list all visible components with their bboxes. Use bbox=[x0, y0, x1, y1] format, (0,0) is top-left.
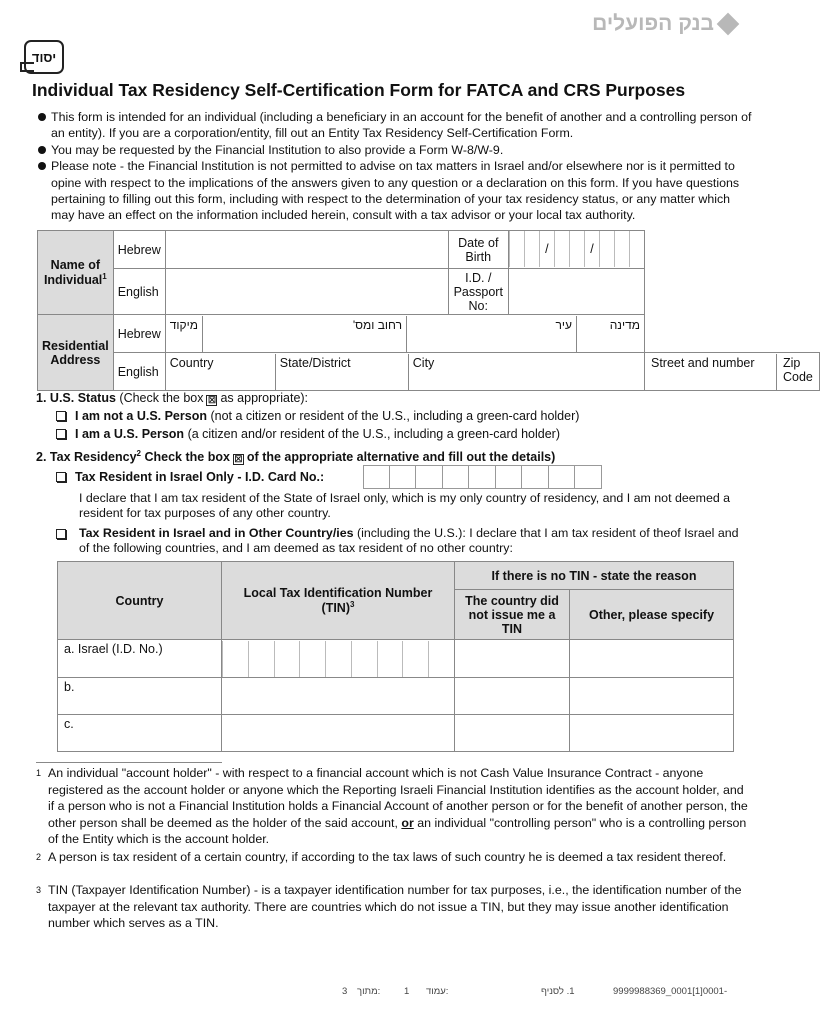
section1-heading: 1. U.S. Status (Check the box ☒ as appropriate): bbox=[36, 391, 309, 405]
tax-israel-only-option[interactable]: Tax Resident in Israel Only - I.D. Card No.: bbox=[56, 470, 324, 484]
bank-logo bbox=[592, 12, 736, 36]
street-zip-input[interactable] bbox=[644, 353, 819, 391]
col-other: Other, please specify bbox=[570, 590, 734, 640]
x-box-icon: ☒ bbox=[234, 454, 243, 465]
intro-item: You may be requested by the Financial Institution to also provide a Form W-8/W-9. bbox=[36, 142, 752, 158]
address-hebrew-input[interactable] bbox=[165, 315, 644, 353]
english-label: English bbox=[113, 269, 165, 315]
section2-heading: 2. Tax Residency$^2$ Check the box ☒ of the appropriate alternative and fill out the details) bbox=[36, 449, 556, 465]
intro-item: This form is intended for an individual (including a beneficiary in an account for the benefit of another and a controlling person of an entity). If you are a corporation/entity, fill out an Entity Tax Residency Self-Certification Form. bbox=[36, 109, 752, 142]
tin-table bbox=[57, 561, 734, 752]
tin-input[interactable] bbox=[222, 678, 455, 715]
intro-item: Please note - the Financial Institution is not permitted to advise on tax matters in Israel and/or elsewhere nor is it permitted to opine with respect to the implications of the answers given to any question or a declaration on this form. If you have questions pertaining to filling out this form, including with respect to the determination of your tax residency status, or any matter which may have an effect on the information included herein, consult with a tax advisor or your local tax authority. bbox=[36, 158, 752, 224]
intro-list bbox=[36, 109, 752, 224]
heb-zip: מיקוד bbox=[169, 317, 198, 332]
row-label: c. bbox=[58, 715, 222, 752]
id-card-boxes[interactable] bbox=[363, 465, 602, 489]
id-passport-input[interactable] bbox=[508, 269, 644, 315]
bank-name: בנק הפועלים bbox=[592, 12, 714, 35]
footer-of-value: 3 bbox=[342, 986, 348, 997]
address-english-input[interactable] bbox=[165, 353, 644, 391]
x-box-icon: ☒ bbox=[207, 395, 217, 405]
row-label: a. Israel (I.D. No.) bbox=[58, 640, 222, 678]
english-label: English bbox=[113, 353, 165, 391]
other-input[interactable] bbox=[570, 678, 734, 715]
footnote-1: 1 An individual "account holder" - with respect to a financial account which is not Cash Value Insurance Contract - anyone registered as the account holder or anyone which the Reporting Israeli Financial Institution identifies as the account holder, and if a person who is not a Financial Institution holds a Financial Account of another person or for the benefit of another person, the other person shall be deemed as the holder of the said account, or an individual "controlling person" who is a controlling person of the Entity which is the account holder. bbox=[36, 766, 748, 847]
tin-input[interactable] bbox=[222, 715, 455, 752]
footer-page-value: 1 bbox=[404, 986, 410, 997]
other-input[interactable] bbox=[570, 640, 734, 678]
no-issue-input[interactable] bbox=[455, 678, 570, 715]
col-no-issue: The country did not issue me a TIN bbox=[455, 590, 570, 640]
country-label: Country bbox=[166, 354, 276, 390]
dob-label: Date of Birth bbox=[448, 231, 508, 269]
state-label: State/District bbox=[276, 354, 409, 390]
checkbox[interactable] bbox=[56, 472, 66, 482]
us-status-option-not-us[interactable]: I am not a U.S. Person (not a citizen or resident of the U.S., including a green-card holder) bbox=[56, 409, 579, 423]
footnote-3: 3 TIN (Taxpayer Identification Number) - is a taxpayer identification number for tax purposes, i.e., the identification number of the taxpayer at the relevant tax authority. There are countries which do not issue a TIN, but they may issue another identification number which serves as a TIN. bbox=[36, 883, 742, 931]
checkbox[interactable] bbox=[56, 529, 66, 539]
hebrew-label: Hebrew bbox=[113, 231, 165, 269]
us-status-option-us[interactable]: I am a U.S. Person (a citizen and/or resident of the U.S., including a green-card holder) bbox=[56, 427, 560, 441]
heb-street: רחוב ומס' bbox=[202, 316, 406, 352]
other-input[interactable] bbox=[570, 715, 734, 752]
dob-input[interactable]: / / bbox=[508, 231, 644, 269]
tin-input[interactable] bbox=[222, 640, 455, 678]
heb-country: מדינה bbox=[576, 316, 644, 352]
name-label-cell: Name of Individual$^1$ bbox=[38, 231, 114, 315]
name-hebrew-input[interactable] bbox=[165, 231, 448, 269]
street-label: Street and number bbox=[645, 354, 777, 390]
no-issue-input[interactable] bbox=[455, 640, 570, 678]
footer-code: 9999988369_0001[1]0001- bbox=[613, 986, 728, 997]
footnote-2: 2 A person is tax resident of a certain country, if according to the tax laws of such country he is deemed a tax resident thereof. bbox=[36, 850, 727, 864]
footer-appendix: 1. לסניף bbox=[541, 986, 575, 997]
name-english-input[interactable] bbox=[165, 269, 448, 315]
row-label: b. bbox=[58, 678, 222, 715]
col-reason: If there is no TIN - state the reason bbox=[455, 562, 734, 590]
col-tin: Local Tax Identification Number (TIN)$^3$ bbox=[222, 562, 455, 640]
footer-page-label: עמוד: bbox=[426, 986, 449, 997]
zip-label: Zip Code bbox=[782, 355, 813, 384]
col-country: Country bbox=[58, 562, 222, 640]
id-passport-label: I.D. / Passport No: bbox=[448, 269, 508, 315]
checkbox[interactable] bbox=[56, 411, 66, 421]
address-label: Residential Address bbox=[38, 315, 114, 391]
israel-only-declaration: I declare that I am tax resident of the State of Israel only, which is my only country of residency, and I am not deemed a resident for tax purposes of any other country. bbox=[79, 491, 731, 520]
heb-city: עיר bbox=[406, 316, 576, 352]
footer-of-label: מתוך: bbox=[357, 986, 381, 997]
footnote-divider bbox=[36, 762, 222, 763]
city-label: City bbox=[412, 355, 435, 370]
identity-table bbox=[37, 230, 820, 391]
tax-israel-other-option[interactable]: Tax Resident in Israel and in Other Country/ies (including the U.S.): I declare that I am tax resident of theof Israel and of the following countries, and I am deemed as tax resident of no other country: bbox=[56, 526, 746, 556]
checkbox[interactable] bbox=[56, 429, 66, 439]
hebrew-label: Hebrew bbox=[113, 315, 165, 353]
diamond-logo-icon bbox=[717, 13, 740, 36]
page-title: Individual Tax Residency Self-Certification Form for FATCA and CRS Purposes bbox=[32, 80, 686, 100]
yesod-badge: יסוד bbox=[24, 40, 64, 74]
no-issue-input[interactable] bbox=[455, 715, 570, 752]
